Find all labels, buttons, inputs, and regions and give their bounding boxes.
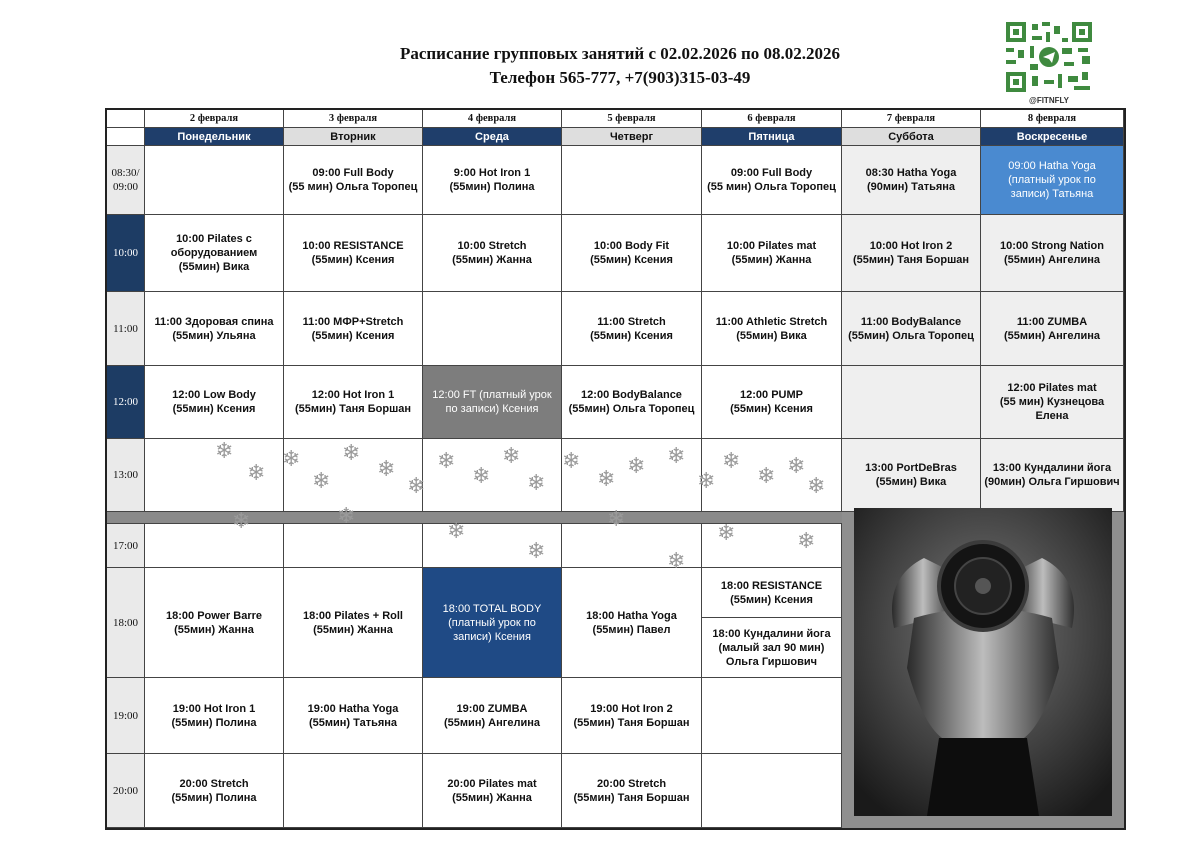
time-label: 10:00 — [107, 215, 145, 292]
class-cell: 12:00 PUMP (55мин) Ксения — [702, 366, 842, 439]
empty-cell — [842, 366, 981, 439]
class-cell: 11:00 BodyBalance (55мин) Ольга Торопец — [842, 292, 981, 366]
empty-cell — [284, 754, 423, 828]
athlete-photo — [854, 508, 1112, 828]
time-label: 20:00 — [107, 754, 145, 828]
class-cell: 18:00 Power Barre (55мин) Жанна — [145, 568, 284, 678]
class-cell: 10:00 Hot Iron 2 (55мин) Таня Боршан — [842, 215, 981, 292]
snowflake-icon: ❄ — [717, 520, 736, 545]
empty-cell — [702, 678, 842, 754]
empty-cell — [145, 146, 284, 215]
corner-cell — [107, 128, 145, 146]
empty-cell — [702, 439, 842, 512]
snowflake-icon: ❄ — [597, 466, 616, 491]
class-cell: 09:00 Full Body (55 мин) Ольга Торопец — [284, 146, 423, 215]
class-cell: 11:00 Athletic Stretch (55мин) Вика — [702, 292, 842, 366]
time-label: 13:00 — [107, 439, 145, 512]
weekday-header: Пятница — [702, 128, 842, 146]
date-header: 5 февраля — [562, 110, 702, 128]
snowflake-icon: ❄ — [377, 456, 396, 481]
date-header: 2 февраля — [145, 110, 284, 128]
time-label: 19:00 — [107, 678, 145, 754]
snowflake-icon: ❄ — [607, 506, 626, 531]
class-cell: 12:00 Pilates mat (55 мин) Кузнецова Елена — [981, 366, 1124, 439]
snowflake-icon: ❄ — [282, 446, 301, 471]
empty-cell — [145, 439, 284, 512]
class-cell: 18:00 Кундалини йога (малый зал 90 мин) Ольга Гиршович — [702, 618, 842, 678]
time-label: 18:00 — [107, 568, 145, 678]
class-cell: 11:00 Здоровая спина (55мин) Ульяна — [145, 292, 284, 366]
weekday-header: Понедельник — [145, 128, 284, 146]
break-separator — [107, 512, 842, 524]
empty-cell — [702, 754, 842, 828]
class-cell: 20:00 Stretch (55мин) Таня Боршан — [562, 754, 702, 828]
class-cell: 9:00 Hot Iron 1 (55мин) Полина — [423, 146, 562, 215]
snowflake-icon: ❄ — [797, 528, 816, 553]
empty-cell — [562, 439, 702, 512]
date-header: 8 февраля — [981, 110, 1124, 128]
snowflake-icon: ❄ — [627, 453, 646, 478]
class-cell: 11:00 МФР+Stretch (55мин) Ксения — [284, 292, 423, 366]
empty-cell — [423, 524, 562, 568]
snowflake-icon: ❄ — [697, 468, 716, 493]
date-header: 7 февраля — [842, 110, 981, 128]
snowflake-icon: ❄ — [757, 463, 776, 488]
class-cell: 19:00 Hatha Yoga (55мин) Татьяна — [284, 678, 423, 754]
snowflake-icon: ❄ — [502, 443, 521, 468]
snowflake-icon: ❄ — [407, 473, 426, 498]
class-cell: 18:00 Hatha Yoga (55мин) Павел — [562, 568, 702, 678]
time-label: 17:00 — [107, 524, 145, 568]
class-cell: 10:00 Pilates mat (55мин) Жанна — [702, 215, 842, 292]
snowflake-icon: ❄ — [215, 438, 234, 463]
class-cell: 13:00 PortDeBras (55мин) Вика — [842, 439, 981, 512]
class-cell: 20:00 Pilates mat (55мин) Жанна — [423, 754, 562, 828]
snowflake-icon: ❄ — [527, 538, 546, 563]
class-cell: 20:00 Stretch (55мин) Полина — [145, 754, 284, 828]
schedule-header — [300, 42, 940, 90]
class-cell: 12:00 Low Body (55мин) Ксения — [145, 366, 284, 439]
class-cell: 12:00 Hot Iron 1 (55мин) Таня Боршан — [284, 366, 423, 439]
class-cell: 19:00 Hot Iron 1 (55мин) Полина — [145, 678, 284, 754]
empty-cell — [562, 146, 702, 215]
empty-cell — [284, 439, 426, 512]
schedule-title: Расписание групповых занятий с 02.02.2026 по 08.02.2026 — [399, 44, 841, 63]
class-cell: 10:00 Body Fit (55мин) Ксения — [562, 215, 702, 292]
snowflake-icon: ❄ — [232, 508, 251, 533]
empty-cell — [284, 524, 423, 568]
weekday-header: Воскресенье — [981, 128, 1124, 146]
empty-cell — [702, 520, 842, 568]
schedule-table — [105, 108, 1126, 830]
empty-cell — [562, 524, 702, 568]
class-cell: 11:00 ZUMBA (55мин) Ангелина — [981, 292, 1124, 366]
qr-code — [1002, 20, 1096, 94]
class-cell: 12:00 BodyBalance (55мин) Ольга Торопец — [562, 366, 702, 439]
snowflake-icon: ❄ — [562, 448, 581, 473]
empty-cell — [423, 292, 562, 366]
snowflake-icon: ❄ — [472, 463, 491, 488]
class-cell: 19:00 ZUMBA (55мин) Ангелина — [423, 678, 562, 754]
time-label: 12:00 — [107, 366, 145, 439]
class-cell: 10:00 Strong Nation (55мин) Ангелина — [981, 215, 1124, 292]
snowflake-icon: ❄ — [787, 453, 806, 478]
class-cell: 18:00 Pilates + Roll (55мин) Жанна — [284, 568, 423, 678]
weekday-header: Среда — [423, 128, 562, 146]
empty-cell — [423, 439, 562, 512]
class-cell: 18:00 TOTAL BODY (платный урок по записи) Ксения — [423, 568, 562, 678]
snowflake-icon: ❄ — [247, 460, 266, 485]
weekday-header: Суббота — [842, 128, 981, 146]
snowflake-icon: ❄ — [527, 470, 546, 495]
snowflake-icon: ❄ — [447, 518, 466, 543]
snowflake-icon: ❄ — [337, 503, 356, 528]
date-header: 4 февраля — [423, 110, 562, 128]
class-cell: 08:30 Hatha Yoga (90мин) Татьяна — [842, 146, 981, 215]
class-cell: 18:00 RESISTANCE (55мин) Ксения — [702, 568, 842, 618]
class-cell: 09:00 Full Body (55 мин) Ольга Торопец — [702, 146, 842, 215]
time-label: 11:00 — [107, 292, 145, 366]
snowflake-icon: ❄ — [722, 448, 741, 473]
snowflake-icon: ❄ — [667, 548, 686, 573]
weekday-header: Четверг — [562, 128, 702, 146]
snowflake-icon: ❄ — [807, 473, 826, 498]
class-cell: 19:00 Hot Iron 2 (55мин) Таня Боршан — [562, 678, 702, 754]
snowflake-icon: ❄ — [312, 468, 331, 493]
weekday-header: Вторник — [284, 128, 423, 146]
date-to: 08.02.2026 — [763, 44, 841, 63]
date-from: 02.02.2026 — [660, 44, 737, 63]
time-label: 08:30/ 09:00 — [107, 146, 145, 215]
class-cell: 13:00 Кундалини йога (90мин) Ольга Гиршович — [981, 439, 1124, 512]
corner-cell — [107, 110, 145, 128]
class-cell: 12:00 FT (платный урок по записи) Ксения — [423, 366, 562, 439]
class-cell: 10:00 Stretch (55мин) Жанна — [423, 215, 562, 292]
brand-handle: @FITNFLY — [1029, 96, 1069, 105]
class-cell: 10:00 RESISTANCE (55мин) Ксения — [284, 215, 423, 292]
date-header: 3 февраля — [284, 110, 423, 128]
date-header: 6 февраля — [702, 110, 842, 128]
snowflake-icon: ❄ — [667, 443, 686, 468]
class-cell: 09:00 Hatha Yoga (платный урок по записи) Татьяна — [981, 146, 1124, 215]
phone-line: Телефон 565-777, +7(903)315-03-49 — [489, 68, 751, 87]
class-cell: 11:00 Stretch (55мин) Ксения — [562, 292, 702, 366]
empty-cell — [145, 524, 284, 568]
snowflake-icon: ❄ — [342, 440, 361, 465]
class-cell: 10:00 Pilates с оборудованием (55мин) Вика — [145, 215, 284, 292]
snowflake-icon: ❄ — [437, 448, 456, 473]
